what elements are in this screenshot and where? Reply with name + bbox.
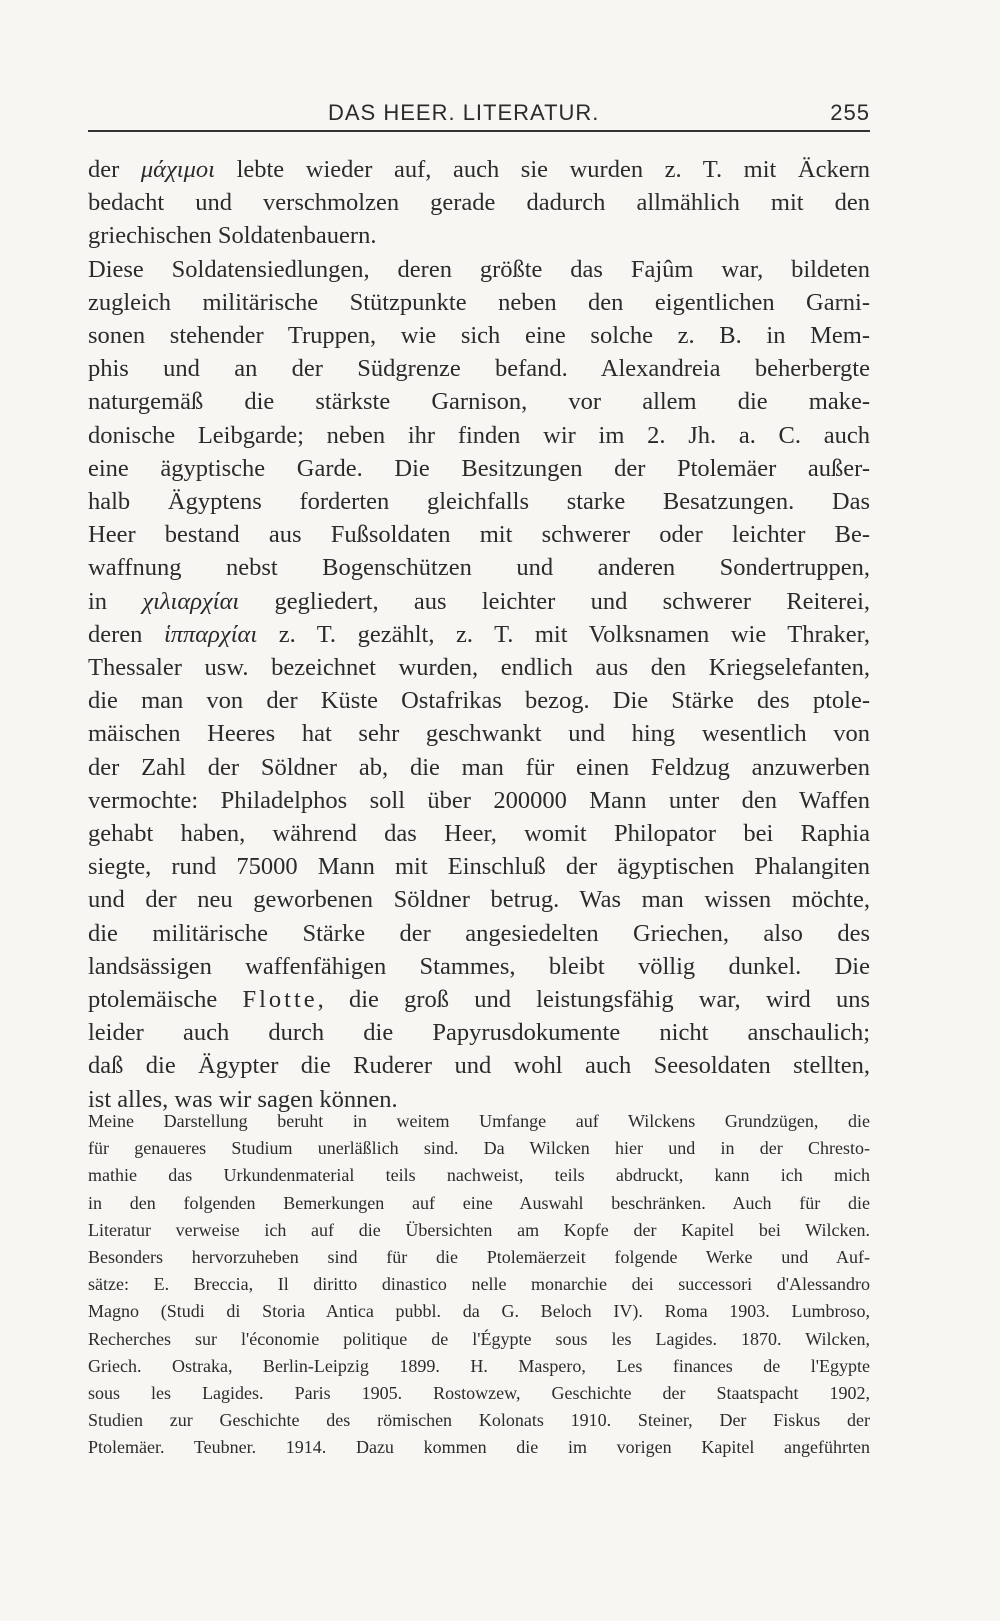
note-line: Griech. Ostraka, Berlin-Leipzig 1899. H. Maspero, Les finances de l'Egypte xyxy=(88,1355,870,1376)
text-line: daß die Ägypter die Ruderer und wohl auch Seesoldaten stellten, xyxy=(88,1052,870,1080)
note-line: Studien zur Geschichte des römischen Kolonats 1910. Steiner, Der Fiskus der xyxy=(88,1410,870,1431)
text-line: siegte, rund 75000 Mann mit Einschluß der ägyptischen Phalangiten xyxy=(88,853,870,881)
note-line: mathie das Urkundenmaterial teils nachweist, teils abdruckt, kann ich mich xyxy=(88,1165,870,1186)
emphasized-term: Flotte xyxy=(242,986,318,1014)
text-line: Heer bestand aus Fußsoldaten mit schwerer oder leichter Be- xyxy=(88,521,870,549)
text-fragment: lebte wieder auf, auch sie wurden z. T. mit Äckern xyxy=(214,156,870,183)
text-fragment: ptolemäische xyxy=(88,986,243,1014)
greek-term: μάχιμοι xyxy=(140,156,215,183)
text-line: sonen stehender Truppen, wie sich eine solche z. B. in Mem- xyxy=(88,322,870,350)
header-rule xyxy=(88,130,870,132)
text-line: eine ägyptische Garde. Die Besitzungen der Ptolemäer außer- xyxy=(88,454,870,482)
literature-notes xyxy=(88,1108,870,1462)
text-line: halb Ägyptens forderten gleichfalls starke Besatzungen. Das xyxy=(88,488,870,516)
note-line: Meine Darstellung beruht in weitem Umfange auf Wilckens Grundzügen, die xyxy=(88,1111,870,1131)
text-line: vermochte: Philadelphos soll über 200000 Mann unter den Waffen xyxy=(88,786,870,814)
text-line: Thessaler usw. bezeichnet wurden, endlich aus den Kriegselefanten, xyxy=(88,654,870,682)
text-fragment: z. T. gezählt, z. T. mit Volksnamen wie Thraker, xyxy=(257,620,870,648)
text-line: der Zahl der Söldner ab, die man für einen Feldzug anzuwerben xyxy=(88,753,870,781)
note-line: für genaueres Studium unerläßlich sind. Da Wilcken hier und in der Chresto- xyxy=(88,1138,870,1159)
running-title: DAS HEER. LITERATUR. xyxy=(328,100,600,125)
note-line: Ptolemäer. Teubner. 1914. Dazu kommen die im vorigen Kapitel angeführten xyxy=(88,1437,870,1458)
text-line: zugleich militärische Stützpunkte neben den eigentlichen Garni- xyxy=(88,288,870,316)
text-line: phis und an der Südgrenze befand. Alexandreia beherbergte xyxy=(88,355,870,383)
text-line: und der neu geworbenen Söldner betrug. Was man wissen möchte, xyxy=(88,886,870,914)
text-line xyxy=(88,983,870,1016)
greek-term: χιλιαρχίαι xyxy=(142,587,240,615)
main-text xyxy=(88,153,870,1116)
text-line xyxy=(88,618,870,651)
page-number: 255 xyxy=(830,100,870,125)
note-line: in den folgenden Bemerkungen auf eine Auswahl beschränken. Auch für die xyxy=(88,1192,870,1213)
text-line: griechischen Soldatenbauern. xyxy=(88,222,377,250)
text-line xyxy=(88,153,870,186)
text-line: bedacht und verschmolzen gerade dadurch allmählich mit den xyxy=(88,189,870,217)
note-line: Literatur verweise ich auf die Übersichten am Kopfe der Kapitel bei Wilcken. xyxy=(88,1219,870,1240)
text-fragment: der xyxy=(88,156,141,183)
text-line: donische Leibgarde; neben ihr finden wir im 2. Jh. a. C. auch xyxy=(88,421,870,449)
text-line: landsässigen waffenfähigen Stammes, bleibt völlig dunkel. Die xyxy=(88,952,870,980)
note-line: Besonders hervorzuheben sind für die Ptolemäerzeit folgende Werke und Auf- xyxy=(88,1247,870,1268)
text-line: waffnung nebst Bogenschützen und anderen Sondertruppen, xyxy=(88,554,870,582)
note-line: Recherches sur l'économie politique de l'Égypte sous les Lagides. 1870. Wilcken, xyxy=(88,1328,870,1349)
text-fragment: in xyxy=(88,587,143,615)
note-line: sätze: E. Breccia, Il diritto dinastico nelle monarchie dei successori d'Alessandro xyxy=(88,1274,870,1295)
note-line: sous les Lagides. Paris 1905. Rostowzew, Geschichte der Staatspacht 1902, xyxy=(88,1383,870,1404)
text-line: leider auch durch die Papyrusdokumente nicht anschaulich; xyxy=(88,1019,870,1047)
text-fragment: deren xyxy=(88,620,164,648)
greek-term: ἱππαρχίαι xyxy=(163,620,258,648)
text-line: naturgemäß die stärkste Garnison, vor allem die make- xyxy=(88,388,870,416)
text-line: ist alles, was wir sagen können. xyxy=(88,1085,398,1113)
note-line: Magno (Studi di Storia Antica pubbl. da G. Beloch IV). Roma 1903. Lumbroso, xyxy=(88,1301,870,1322)
running-header xyxy=(88,96,870,130)
text-fragment: gegliedert, aus leichter und schwerer Reiterei, xyxy=(239,587,870,615)
text-line: gehabt haben, während das Heer, womit Philopator bei Raphia xyxy=(88,820,870,848)
text-line: die man von der Küste Ostafrikas bezog. Die Stärke des ptole- xyxy=(88,687,870,715)
text-line: Diese Soldatensiedlungen, deren größte das Fajûm war, bildeten xyxy=(88,255,870,283)
text-line: mäischen Heeres hat sehr geschwankt und hing wesentlich von xyxy=(88,720,870,748)
text-fragment: , die groß und leistungsfähig war, wird uns xyxy=(317,986,870,1014)
text-line: die militärische Stärke der angesiedelten Griechen, also des xyxy=(88,919,870,947)
text-line xyxy=(88,585,870,618)
